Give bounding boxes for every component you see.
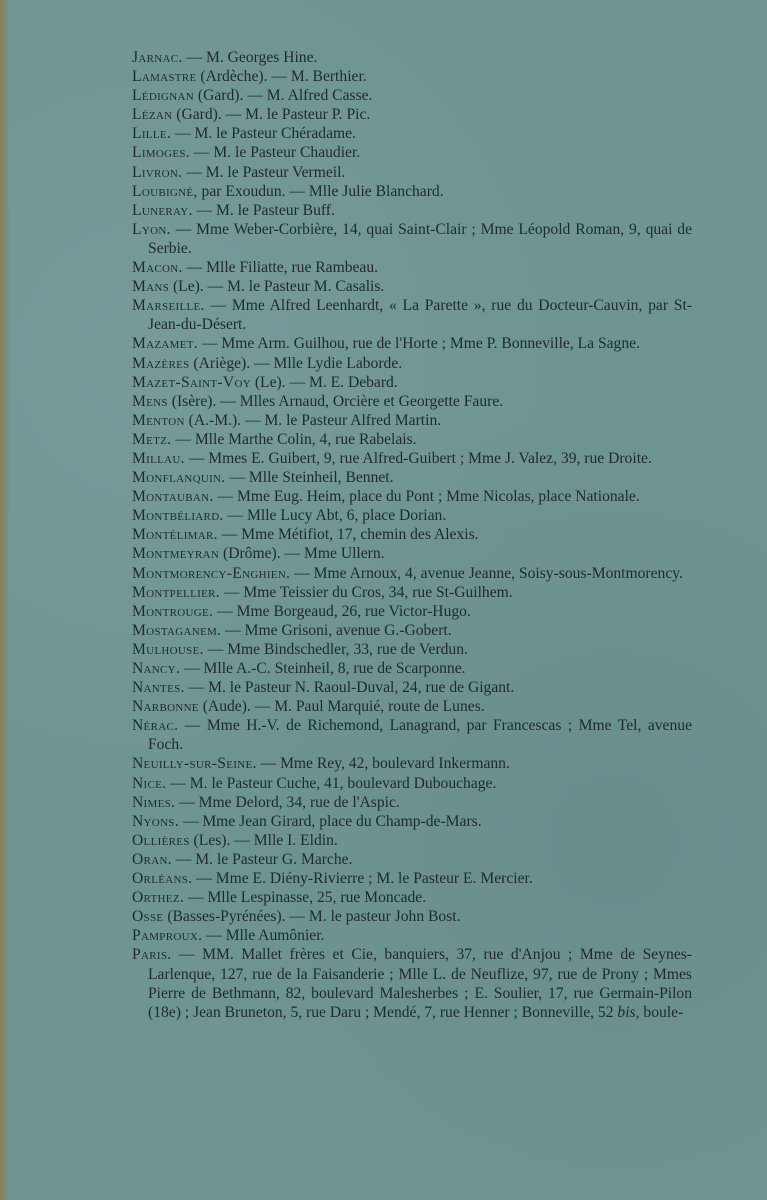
entry-city: Mans — [132, 278, 170, 296]
entry-city: Limoges. — [132, 144, 190, 162]
directory-entry — [132, 659, 692, 678]
directory-entry — [132, 774, 692, 793]
entry-city: Loubigné, — [132, 182, 198, 200]
directory-entry — [132, 67, 692, 86]
directory-entry — [132, 258, 692, 277]
entry-text: (Basses-Pyrénées). — M. le pasteur John Bost. — [163, 908, 461, 926]
entry-text: — Mme Eug. Heim, place du Pont ; Mme Nicolas, place Nationale. — [213, 488, 640, 506]
entry-city: Montmeyran — [132, 545, 220, 563]
entry-city: Mulhouse. — [132, 640, 204, 658]
entry-city: Montrouge. — [132, 602, 214, 620]
entry-city: Mazamet. — [132, 335, 198, 353]
entry-text: — M. le Pasteur Cuche, 41, boulevard Dubouchage. — [166, 774, 497, 792]
directory-entry — [132, 201, 692, 220]
directory-entry — [132, 907, 692, 926]
entry-text: — Mme Jean Girard, place du Champ-de-Mars. — [178, 812, 482, 830]
entry-city: Montélimar. — [132, 526, 218, 544]
entry-city: Mostaganem. — [132, 621, 222, 639]
directory-entry — [132, 831, 692, 850]
entry-text: (Gard). — M. le Pasteur P. Pic. — [172, 106, 371, 124]
entry-city: Nérac. — [132, 717, 179, 735]
entry-text: — M. Georges Hine. — [182, 49, 318, 66]
entry-city: Oran. — [132, 850, 172, 868]
entry-city: Orthez. — [132, 889, 185, 907]
entry-city: Nancy. — [132, 660, 181, 677]
entry-text: (Le). — M. E. Debard. — [250, 373, 398, 391]
entry-text: — Mme Alfred Leenhardt, « La Parette », rue du Docteur-Cauvin, par St-Jean-du-Désert. — [148, 297, 692, 334]
entry-city: Jarnac. — [132, 49, 183, 66]
entry-text: — Mlle Lucy Abt, 6, place Dorian. — [223, 507, 447, 525]
directory-entry — [132, 124, 692, 143]
entry-text: (Ariège). — Mlle Lydie Laborde. — [189, 354, 403, 372]
entry-text: (Drôme). — Mme Ullern. — [219, 545, 385, 563]
directory-entry — [132, 334, 692, 353]
directory-entry — [132, 354, 692, 373]
directory-entry — [132, 754, 692, 773]
entry-text: — Mme E. Diény-Rivierre ; M. le Pasteur E. Mercier. — [192, 870, 533, 888]
entry-text: — Mlle Lespinasse, 25, rue Moncade. — [184, 889, 427, 907]
directory-text — [132, 48, 692, 1022]
entry-text: par Exoudun. — Mlle Julie Blanchard. — [197, 182, 444, 200]
entry-text: — Mmes E. Guibert, 9, rue Alfred-Guibert ; Mme J. Valez, 39, rue Droite. — [184, 449, 652, 467]
entry-text: — Mme Bindschedler, 33, rue de Verdun. — [203, 640, 468, 658]
directory-entry — [132, 468, 692, 487]
directory-entry — [132, 487, 692, 506]
entry-text: — M. le Pasteur G. Marche. — [171, 850, 353, 868]
directory-entry — [132, 850, 692, 869]
entry-city: Lyon. — [132, 220, 171, 238]
entry-text: — Mme Borgeaud, 26, rue Victor-Hugo. — [213, 602, 471, 620]
directory-entry — [132, 678, 692, 697]
directory-entry — [132, 525, 692, 544]
entry-text: — Mme Grisoni, avenue G.-Gobert. — [221, 621, 452, 639]
directory-entry — [132, 640, 692, 659]
entry-text: (Le). — M. le Pasteur M. Casalis. — [169, 278, 385, 296]
entry-paris — [132, 945, 692, 1021]
entry-text: — M. le Pasteur Chaudier. — [190, 144, 361, 162]
directory-entry — [132, 793, 692, 812]
entry-city: Mazet-Saint-Voy — [132, 373, 251, 391]
directory-entry — [132, 697, 692, 716]
entry-text: — Mme Weber-Corbière, 14, quai Saint-Clair ; Mme Léopold Roman, 9, quai de Serbie. — [148, 220, 692, 257]
entry-text: — Mlle A.-C. Steinheil, 8, rue de Scarponne. — [180, 660, 466, 677]
entry-city: Neuilly-sur-Seine. — [132, 755, 257, 773]
entry-text: — Mlle Filiatte, rue Rambeau. — [182, 259, 379, 277]
entry-city: Nantes. — [132, 679, 185, 697]
entry-text: — Mme H.-V. de Richemond, Lanagrand, par Francescas ; Mme Tel, avenue Foch. — [148, 717, 692, 754]
entry-text: (A.-M.). — M. le Pasteur Alfred Martin. — [184, 411, 442, 429]
directory-entry — [132, 277, 692, 296]
entry-city: Livron. — [132, 163, 183, 181]
directory-entry — [132, 926, 692, 945]
directory-entry — [132, 182, 692, 201]
entry-text: — Mme Métifiot, 17, chemin des Alexis. — [217, 526, 479, 544]
entry-city: Pamproux. — [132, 927, 203, 945]
entry-city: Montpellier. — [132, 583, 220, 601]
entry-city: Lamastre — [132, 68, 197, 86]
entry-city: Menton — [132, 411, 185, 429]
entry-city: Millau. — [132, 449, 185, 467]
entry-text-part1: — MM. Mallet frères et Cie, banquiers, 37, rue d'Anjou ; Mme de Seynes-Larlenque, 127, rue de la Faisanderie ; Mlle L. de Neuflize, 97, rue de Prony ; Mmes Pierre de Bethmann, 82, boulevard Malesherbes ; E. Soulier, 17, rue Germain-Pilon (18e) ; Jean Bruneton, 5, rue Daru ; Mendé, 7, rue Henner ; Bonneville, 52 — [148, 946, 692, 1021]
directory-entry — [132, 602, 692, 621]
entry-text: — Mlle Steinheil, Bennet. — [225, 469, 394, 487]
directory-entry — [132, 621, 692, 640]
entry-city: Macon. — [132, 259, 183, 277]
directory-entry — [132, 105, 692, 124]
entry-city: Luneray. — [132, 201, 193, 219]
directory-entry — [132, 564, 692, 583]
directory-entry — [132, 296, 692, 334]
entry-city: Lézan — [132, 106, 173, 124]
entry-city: Orléans. — [132, 870, 193, 888]
entry-text: — Mme Delord, 34, rue de l'Aspic. — [175, 793, 400, 811]
entry-city: Lédignan — [132, 87, 195, 105]
entry-city: Nyons. — [132, 812, 179, 830]
directory-entry — [132, 411, 692, 430]
entry-city: Mazères — [132, 354, 190, 372]
entry-text: — M. le Pasteur Vermeil. — [182, 163, 346, 181]
entry-city: Monflanquin. — [132, 469, 226, 487]
directory-entry — [132, 812, 692, 831]
entry-city: Mens — [132, 392, 168, 410]
directory-entry — [132, 506, 692, 525]
page-edge — [0, 0, 9, 1200]
directory-entry — [132, 373, 692, 392]
entry-text: — Mlle Aumônier. — [202, 927, 325, 945]
directory-entry — [132, 430, 692, 449]
entry-text-bis: bis, — [617, 1003, 640, 1021]
directory-entry — [132, 86, 692, 105]
entry-city: Marseille. — [132, 297, 205, 315]
entry-city: Montmorency-Enghien. — [132, 564, 291, 582]
entry-city: Nice. — [132, 774, 167, 792]
entry-text: (Les). — Mlle I. Eldin. — [189, 831, 338, 849]
entry-text: — Mlle Marthe Colin, 4, rue Rabelais. — [171, 430, 417, 448]
directory-entry — [132, 869, 692, 888]
directory-entry — [132, 888, 692, 907]
entry-city: Montbéliard. — [132, 507, 224, 525]
directory-entry — [132, 48, 692, 67]
directory-entry — [132, 220, 692, 258]
entry-text: — M. le Pasteur N. Raoul-Duval, 24, rue de Gigant. — [184, 679, 515, 697]
entry-text: — M. le Pasteur Buff. — [192, 201, 335, 219]
directory-entry — [132, 163, 692, 182]
entry-text: (Isère). — Mlles Arnaud, Orcière et Georgette Faure. — [167, 392, 504, 410]
entry-text: — Mme Rey, 42, boulevard Inkermann. — [256, 755, 510, 773]
entry-text: (Ardèche). — M. Berthier. — [196, 68, 367, 86]
entry-city: Paris. — [132, 946, 172, 964]
entry-city: Metz. — [132, 430, 172, 448]
entry-text: — Mme Arm. Guilhou, rue de l'Horte ; Mme P. Bonneville, La Sagne. — [198, 335, 640, 353]
directory-entry — [132, 583, 692, 602]
entry-text: (Gard). — M. Alfred Casse. — [194, 87, 373, 105]
entry-text-part2: boule- — [639, 1003, 684, 1021]
entry-city: Nimes. — [132, 793, 176, 811]
directory-entry — [132, 143, 692, 162]
entry-city: Montauban. — [132, 488, 214, 506]
entry-list — [132, 48, 692, 945]
entry-city: Osse — [132, 908, 164, 926]
directory-entry — [132, 544, 692, 563]
entry-text: — M. le Pasteur Chéradame. — [171, 125, 356, 143]
directory-entry — [132, 449, 692, 468]
entry-text: — Mme Teissier du Cros, 34, rue St-Guilhem. — [219, 583, 513, 601]
entry-city: Narbonne — [132, 698, 199, 716]
directory-entry — [132, 392, 692, 411]
entry-text: — Mme Arnoux, 4, avenue Jeanne, Soisy-sous-Montmorency. — [290, 564, 683, 582]
directory-entry — [132, 716, 692, 754]
entry-text: (Aude). — M. Paul Marquié, route de Lunes. — [198, 698, 485, 716]
entry-city: Lille. — [132, 125, 172, 143]
entry-city: Ollières — [132, 831, 190, 849]
